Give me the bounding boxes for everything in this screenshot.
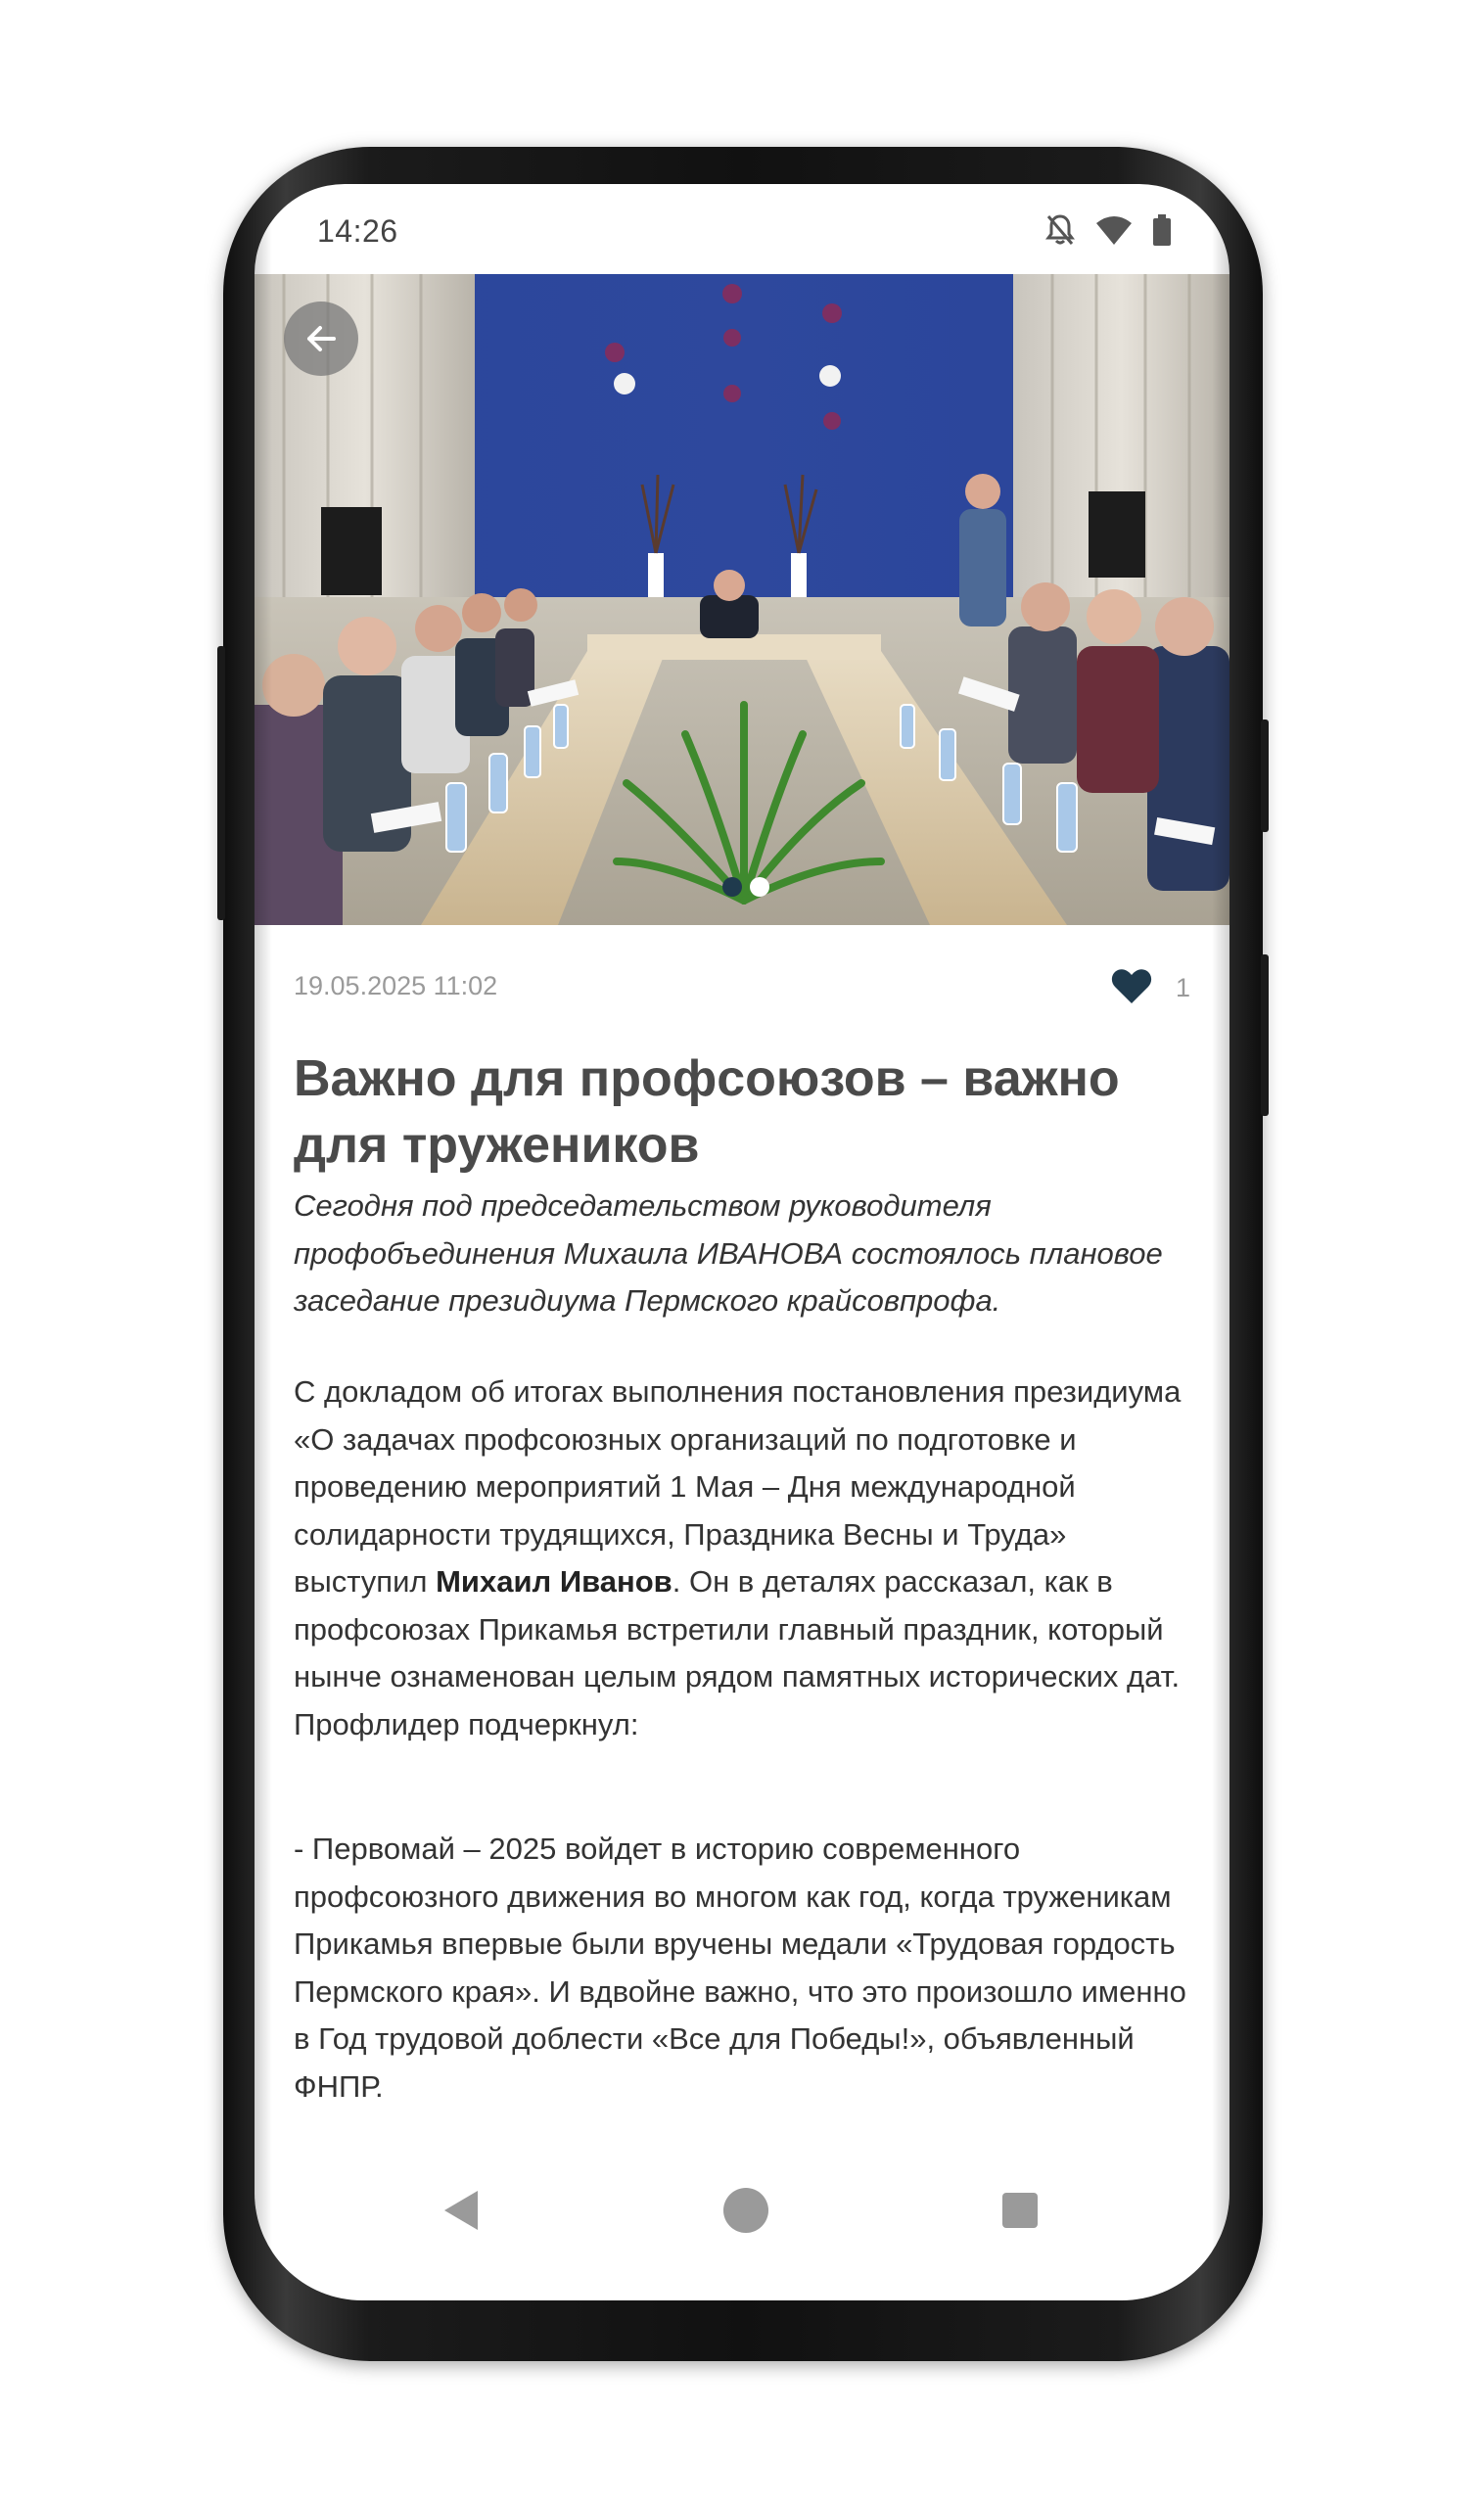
article-photo: [255, 274, 1229, 925]
paragraph-text: С докладом об итогах выполнения постановления президиума «О задачах профсоюзных организаций по подготовке и проведению мероприятий 1 Мая – Дня международной солидарности трудящихся, Праздника Весны и Труда» выступил: [294, 1374, 1182, 1599]
battery-icon: [1153, 214, 1171, 246]
app-screen: [255, 184, 1229, 2300]
article-lead: Сегодня под председательством руководителя профобъединения Михаила ИВАНОВА состоялось плановое заседание президиума Пермского крайсовпрофа.: [294, 1188, 1163, 1318]
phone-power-button: [1261, 954, 1269, 1116]
phone-side-button-left: [217, 646, 225, 920]
status-time: 14:26: [317, 213, 398, 249]
navigation-bar: [255, 2142, 1229, 2298]
status-icons: [1045, 213, 1171, 247]
status-bar: [255, 184, 1229, 274]
article-paragraph: - Первомай – 2025 войдет в историю современного профсоюзного движения во многом как год, когда труженикам Прикамья впервые были вручены медали «Трудовая гордость Пермского края». И вдвойне важно, что это произошло именно в Год трудовой доблести «Все для Победы!», объявленный ФНПР.: [294, 1832, 1186, 2104]
nav-home-icon[interactable]: [722, 2187, 769, 2239]
nav-back-icon[interactable]: [442, 2189, 482, 2237]
article-paragraph: [294, 1369, 1194, 1748]
article-meta: [294, 967, 1190, 1010]
paragraph-bold-name: Михаил Иванов: [436, 1564, 672, 1599]
wifi-icon: [1096, 215, 1132, 245]
arrow-left-icon: [301, 319, 341, 358]
nav-recents-icon[interactable]: [1000, 2191, 1040, 2235]
notifications-off-icon: [1045, 213, 1075, 247]
carousel-indicator: [722, 877, 769, 897]
like-control: [1111, 967, 1190, 1009]
carousel-dot[interactable]: [750, 877, 769, 897]
phone-volume-button: [1261, 719, 1269, 832]
article-title: Важно для профсоюзов – важно для тружеников: [294, 1050, 1120, 1174]
paragraph-text: . Он в деталях рассказал, как в профсоюзах Прикамья встретили главный праздник, который нынче ознаменован целым рядом памятных исторических дат. Профлидер подчеркнул:: [294, 1564, 1181, 1741]
like-count: 1: [1175, 973, 1190, 1002]
back-button[interactable]: [284, 302, 358, 376]
article-image-carousel[interactable]: [255, 274, 1229, 925]
article-date: 19.05.2025 11:02: [294, 971, 498, 1000]
carousel-dot[interactable]: [722, 877, 742, 897]
heart-icon[interactable]: [1111, 967, 1152, 1009]
